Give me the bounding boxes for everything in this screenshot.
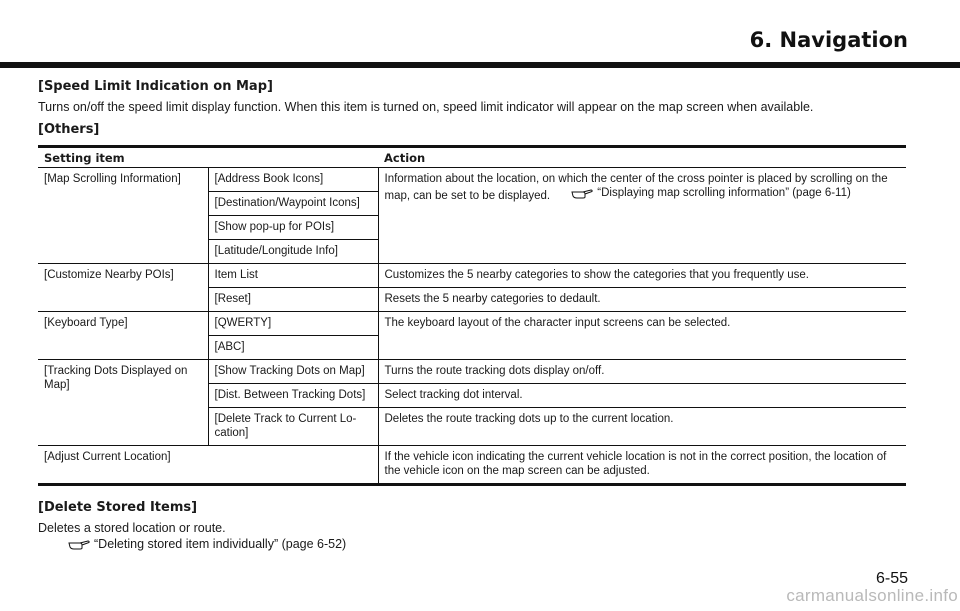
table-row — [38, 264, 906, 288]
action-cell: The keyboard layout of the character input screens can be selected. — [378, 312, 906, 360]
sub-item: [Destination/Waypoint Icons] — [208, 192, 378, 216]
chapter-title: 6. Navigation — [749, 28, 908, 52]
column-header-action: Action — [378, 147, 906, 168]
delete-stored-section — [38, 500, 908, 551]
setting-item: [Keyboard Type] — [38, 312, 208, 360]
action-cell: Turns the route tracking dots display on/off. — [378, 360, 906, 384]
action-text: Information about the location, on which the center of the cross pointer is placed by scrolling on the map, can be set to be displayed. — [384, 173, 888, 202]
speed-limit-description: Turns on/off the speed limit display function. When this item is turned on, speed limit indicator will appear on the map screen when available. — [38, 100, 814, 114]
reference-text: “Deleting stored item individually” (page 6-52) — [94, 537, 347, 551]
table-row — [38, 446, 906, 485]
table-row — [38, 360, 906, 384]
action-cell: Select tracking dot interval. — [378, 384, 906, 408]
sub-item: [Delete Track to Current Lo-cation] — [208, 408, 378, 446]
header-rule — [0, 62, 960, 68]
sub-item: [Show pop-up for POIs] — [208, 216, 378, 240]
sub-item: [Dist. Between Tracking Dots] — [208, 384, 378, 408]
table-row — [38, 168, 906, 192]
others-settings-table — [38, 145, 906, 486]
action-cell: Resets the 5 nearby categories to dedault. — [378, 288, 906, 312]
action-cell: If the vehicle icon indicating the current vehicle location is not in the correct position, the location of the vehicle icon on the map screen can be adjusted. — [378, 446, 906, 485]
watermark: carmanualsonline.info — [786, 586, 958, 605]
others-heading: [Others] — [38, 122, 100, 137]
column-header-setting: Setting item — [38, 147, 378, 168]
sub-item: [ABC] — [208, 336, 378, 360]
action-cell: Customizes the 5 nearby categories to show the categories that you frequently use. — [378, 264, 906, 288]
action-cell: Deletes the route tracking dots up to the current location. — [378, 408, 906, 446]
page-number: 6-55 — [875, 570, 908, 587]
sub-item: [Latitude/Longitude Info] — [208, 240, 378, 264]
delete-stored-reference-link[interactable] — [68, 537, 908, 551]
table-header-row — [38, 147, 906, 168]
sub-item: [Address Book Icons] — [208, 168, 378, 192]
setting-item: [Adjust Current Location] — [38, 446, 378, 485]
reference-link[interactable] — [563, 186, 851, 200]
setting-item: [Tracking Dots Displayed on Map] — [38, 360, 208, 446]
sub-item: Item List — [208, 264, 378, 288]
pointing-hand-icon — [68, 538, 90, 550]
speed-limit-heading: [Speed Limit Indication on Map] — [38, 79, 273, 94]
setting-item: [Map Scrolling Information] — [38, 168, 208, 264]
table-row — [38, 312, 906, 336]
delete-stored-heading: [Delete Stored Items] — [38, 500, 198, 515]
action-cell — [378, 168, 906, 264]
pointing-hand-icon — [571, 187, 593, 199]
sub-item: [Reset] — [208, 288, 378, 312]
page-content — [38, 79, 908, 551]
reference-text: “Displaying map scrolling information” (page 6-11) — [597, 187, 851, 199]
delete-stored-description: Deletes a stored location or route. — [38, 521, 226, 535]
sub-item: [QWERTY] — [208, 312, 378, 336]
setting-item: [Customize Nearby POIs] — [38, 264, 208, 312]
sub-item: [Show Tracking Dots on Map] — [208, 360, 378, 384]
